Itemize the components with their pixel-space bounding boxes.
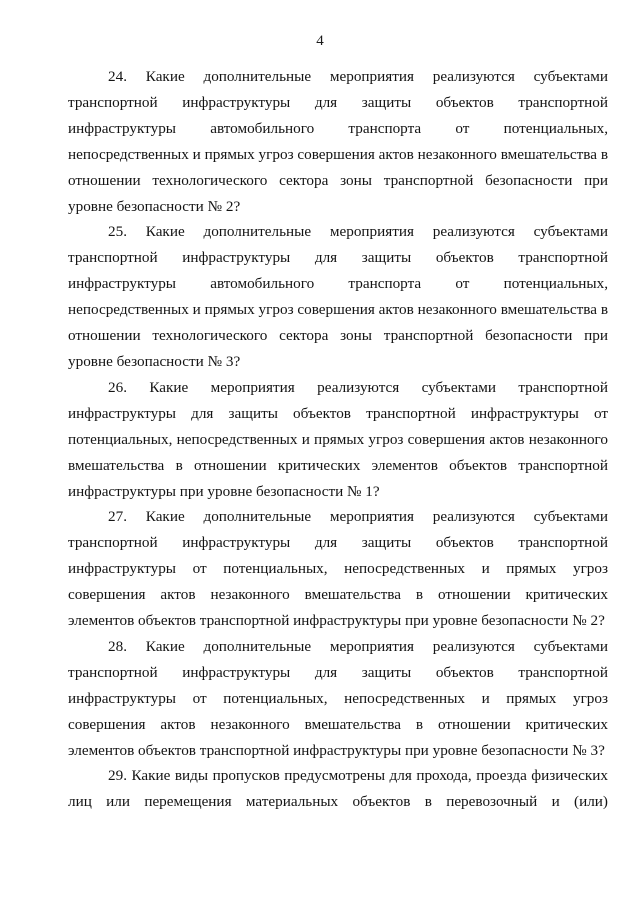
question-27: 27. Какие дополнительные мероприятия реализуются субъектами транспортной инфраструктуры для защиты объектов транспортной инфраструктуры от потенциальных, непосредственных и прямых угроз совершения актов незаконного вмешательства в отношении критических элементов объектов транспортной инфраструктуры при уровне безопасности № 2?	[68, 508, 608, 630]
question-25: 25. Какие дополнительные мероприятия реализуются субъектами транспортной инфраструктуры для защиты объектов транспортной инфраструктуры автомобильного транспорта от потенциальных, непосредственных и прямых угроз совершения актов незаконного вмешательства в отношении технологического сектора зоны транспортной безопасности при уровне безопасности № 3?	[68, 223, 608, 370]
page-number: 4	[316, 33, 324, 49]
document-body	[68, 64, 608, 815]
question-29: 29. Какие виды пропусков предусмотрены для прохода, проезда физических лиц или перемещения материальных объектов в перевозочный и (или)	[68, 767, 608, 811]
question-28: 28. Какие дополнительные мероприятия реализуются субъектами транспортной инфраструктуры для защиты объектов транспортной инфраструктуры от потенциальных, непосредственных и прямых угроз совершения актов незаконного вмешательства в отношении критических элементов объектов транспортной инфраструктуры при уровне безопасности № 3?	[68, 637, 608, 759]
question-24: 24. Какие дополнительные мероприятия реализуются субъектами транспортной инфраструктуры для защиты объектов транспортной инфраструктуры автомобильного транспорта от потенциальных, непосредственных и прямых угроз совершения актов незаконного вмешательства в отношении технологического сектора зоны транспортной безопасности при уровне безопасности № 2?	[68, 68, 608, 215]
question-26: 26. Какие мероприятия реализуются субъектами транспортной инфраструктуры для защиты объектов транспортной инфраструктуры от потенциальных, непосредственных и прямых угроз совершения актов незаконного вмешательства в отношении критических элементов объектов транспортной инфраструктуры при уровне безопасности № 1?	[68, 378, 608, 500]
